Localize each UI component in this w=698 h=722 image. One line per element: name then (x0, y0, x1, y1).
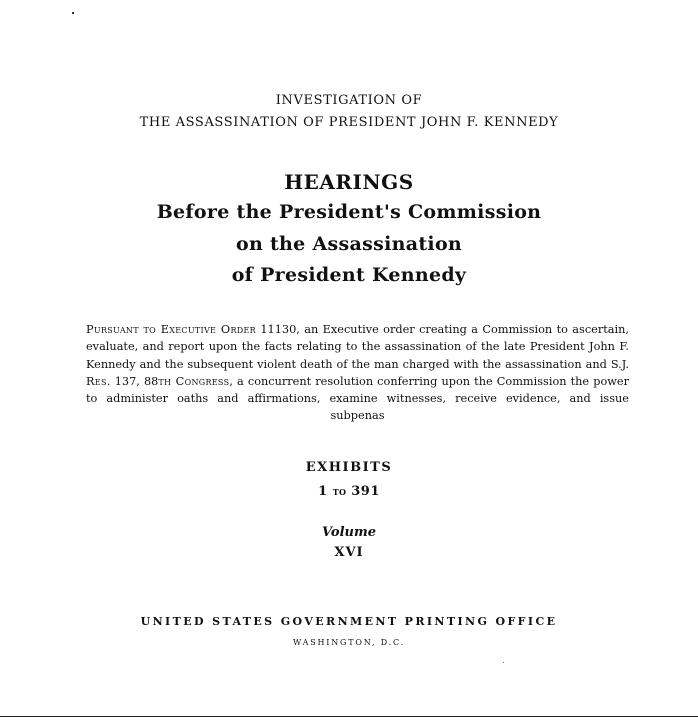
pursuant-text: 137, 88 (110, 374, 159, 388)
pursuant-smallcaps-res: Res. (86, 374, 111, 388)
pursuant-text: 11130, an Executive order creating a Commission to ascertain, evaluate, and report upon the facts relating to the assassination of the late President John F. Kennedy and the subsequent violent death of the man charged with the assassination and S.J. (86, 323, 630, 371)
hearings-subtitle-line2: on the Assassination (235, 233, 463, 255)
publisher-name: UNITED STATES GOVERNMENT PRINTING OFFICE (140, 615, 558, 628)
pursuant-smallcaps-executive-order: Pursuant to Executive Order (86, 323, 256, 336)
hearings-subtitle-line3: of President Kennedy (231, 264, 467, 286)
scan-speck (72, 12, 74, 14)
pursuant-text: , a concurrent resolution conferring upon the Commission the power to administer oaths and affirmations, examine witnesses, receive evidence, and issue subpenas (86, 374, 630, 423)
hearings-title: HEARINGS (284, 170, 414, 194)
publisher-city: WASHINGTON, D.C. (293, 638, 405, 647)
exhibits-label: EXHIBITS (305, 460, 393, 475)
pursuant-smallcaps-congress: th Congress (158, 374, 230, 388)
hearings-subtitle-line1: Before the President's Commission (156, 201, 542, 223)
exhibits-range-to: to (332, 484, 347, 498)
volume-label: Volume (322, 525, 376, 540)
investigation-heading-line1: INVESTIGATION OF (275, 93, 423, 108)
exhibits-range-start: 1 (318, 484, 328, 499)
page-bottom-rule (0, 716, 698, 717)
volume-number: XVI (334, 545, 364, 560)
investigation-heading-line2: THE ASSASSINATION OF PRESIDENT JOHN F. KENNEDY (139, 115, 559, 130)
exhibits-range-end: 391 (351, 484, 380, 499)
scan-speck (503, 662, 504, 663)
pursuant-paragraph (86, 321, 629, 425)
exhibits-range (0, 484, 698, 499)
